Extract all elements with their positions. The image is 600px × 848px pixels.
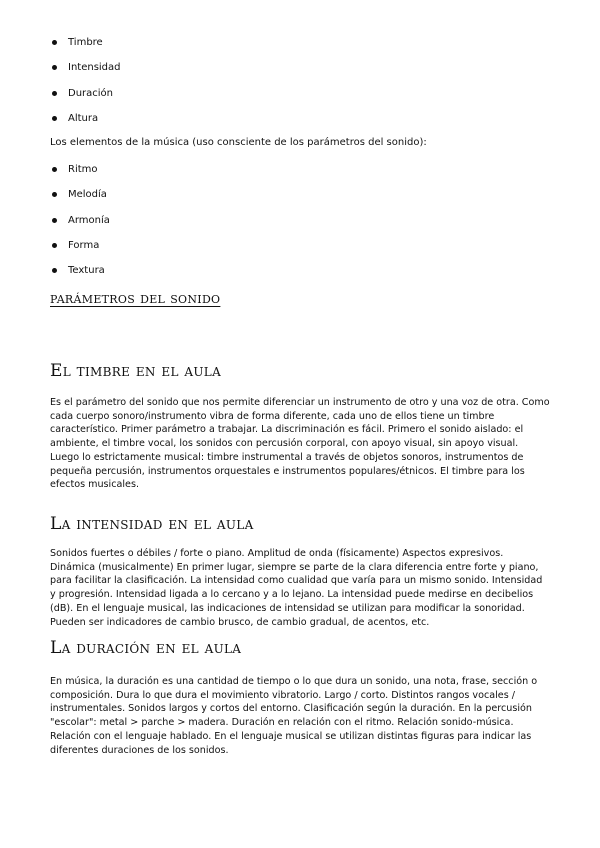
list-item-label: Textura — [68, 265, 105, 277]
music-elements-intro: Los elementos de la música (uso consciente de los parámetros del sonido): — [50, 137, 427, 148]
bullet-icon — [52, 91, 57, 96]
list-item-label: Ritmo — [68, 164, 98, 175]
list-item — [50, 182, 110, 207]
paragraph-duracion: En música, la duración es una cantidad de tiempo o lo que dura un sonido, una nota, frase, sección o composición. Dura lo que dura el movimiento vibratorio. Largo / corto. Distintos rangos vocales / instrumentales. Sonidos largos y cortos del entorno. Clasificación según la duración. En la percusión "escolar": metal > parche > madera. Duración en relación con el ritmo. Relación sonido-música. Relación con el lenguaje hablado. En el lenguaje musical se utilizan distintas figuras para indicar las diferentes duraciones de los sonidos. — [50, 676, 538, 756]
list-item — [50, 258, 110, 283]
section-heading-params: parámetros del sonido — [50, 289, 221, 307]
list-item — [50, 55, 121, 80]
bullet-icon — [52, 167, 57, 172]
paragraph-timbre: Es el parámetro del sonido que nos permite diferenciar un instrumento de otro y una voz de otra. Como cada cuerpo sonoro/instrumento vibra de forma diferente, cada uno de ellos tiene un timbre característico. Primer parámetro a trabajar. La discriminación es fácil. Primero el sonido aislado: el ambiente, el timbre vocal, los sonidos con percusión corporal, con apoyo visual, sin apoyo visual. Luego lo estrictamente musical: timbre instrumental a través de objetos sonoros, instrumentos de pequeña percusión, instrumentos orquestales e instrumentos populares/étnicos. El timbre para los efectos musicales. — [50, 397, 550, 491]
list-item-label: Altura — [68, 112, 99, 124]
music-elements-list — [50, 157, 110, 283]
list-item-label: Forma — [68, 239, 100, 251]
list-item-label: Timbre — [68, 37, 103, 48]
list-item — [50, 106, 121, 131]
list-item — [50, 30, 121, 55]
bullet-icon — [52, 268, 57, 273]
list-item — [50, 81, 121, 106]
sound-params-list — [50, 30, 121, 131]
paragraph-intensidad: Sonidos fuertes o débiles / forte o piano. Amplitud de onda (físicamente) Aspectos expresivos. Dinámica (musicalmente) En primer lugar, siempre se parte de la clara diferencia entre forte y piano, para facilitar la clasificación. La intensidad como cualidad que varía para un mismo sonido. Intensidad y progresión. Intensidad ligada a lo cercano y a lo lejano. La intensidad puede medirse en decibelios (dB). En el lenguaje musical, las indicaciones de intensidad se utilizan para modificar la sonoridad. Pueden ser indicadores de cambio brusco, de cambio gradual, de acentos, etc. — [50, 548, 543, 628]
bullet-icon — [52, 192, 57, 197]
bullet-icon — [52, 218, 57, 223]
bullet-icon — [52, 40, 57, 45]
section-heading-duracion: La duración en el aula — [50, 638, 242, 658]
list-item — [50, 233, 110, 258]
list-item — [50, 208, 110, 233]
list-item-label: Armonía — [68, 214, 110, 226]
list-item-label: Intensidad — [68, 62, 121, 74]
list-item-label: Melodía — [68, 189, 107, 201]
bullet-icon — [52, 116, 57, 121]
section-heading-intensidad: La intensidad en el aula — [50, 514, 254, 534]
bullet-icon — [52, 243, 57, 248]
section-heading-timbre: El timbre en el aula — [50, 361, 222, 381]
bullet-icon — [52, 65, 57, 70]
list-item — [50, 157, 110, 182]
list-item-label: Duración — [68, 87, 114, 99]
